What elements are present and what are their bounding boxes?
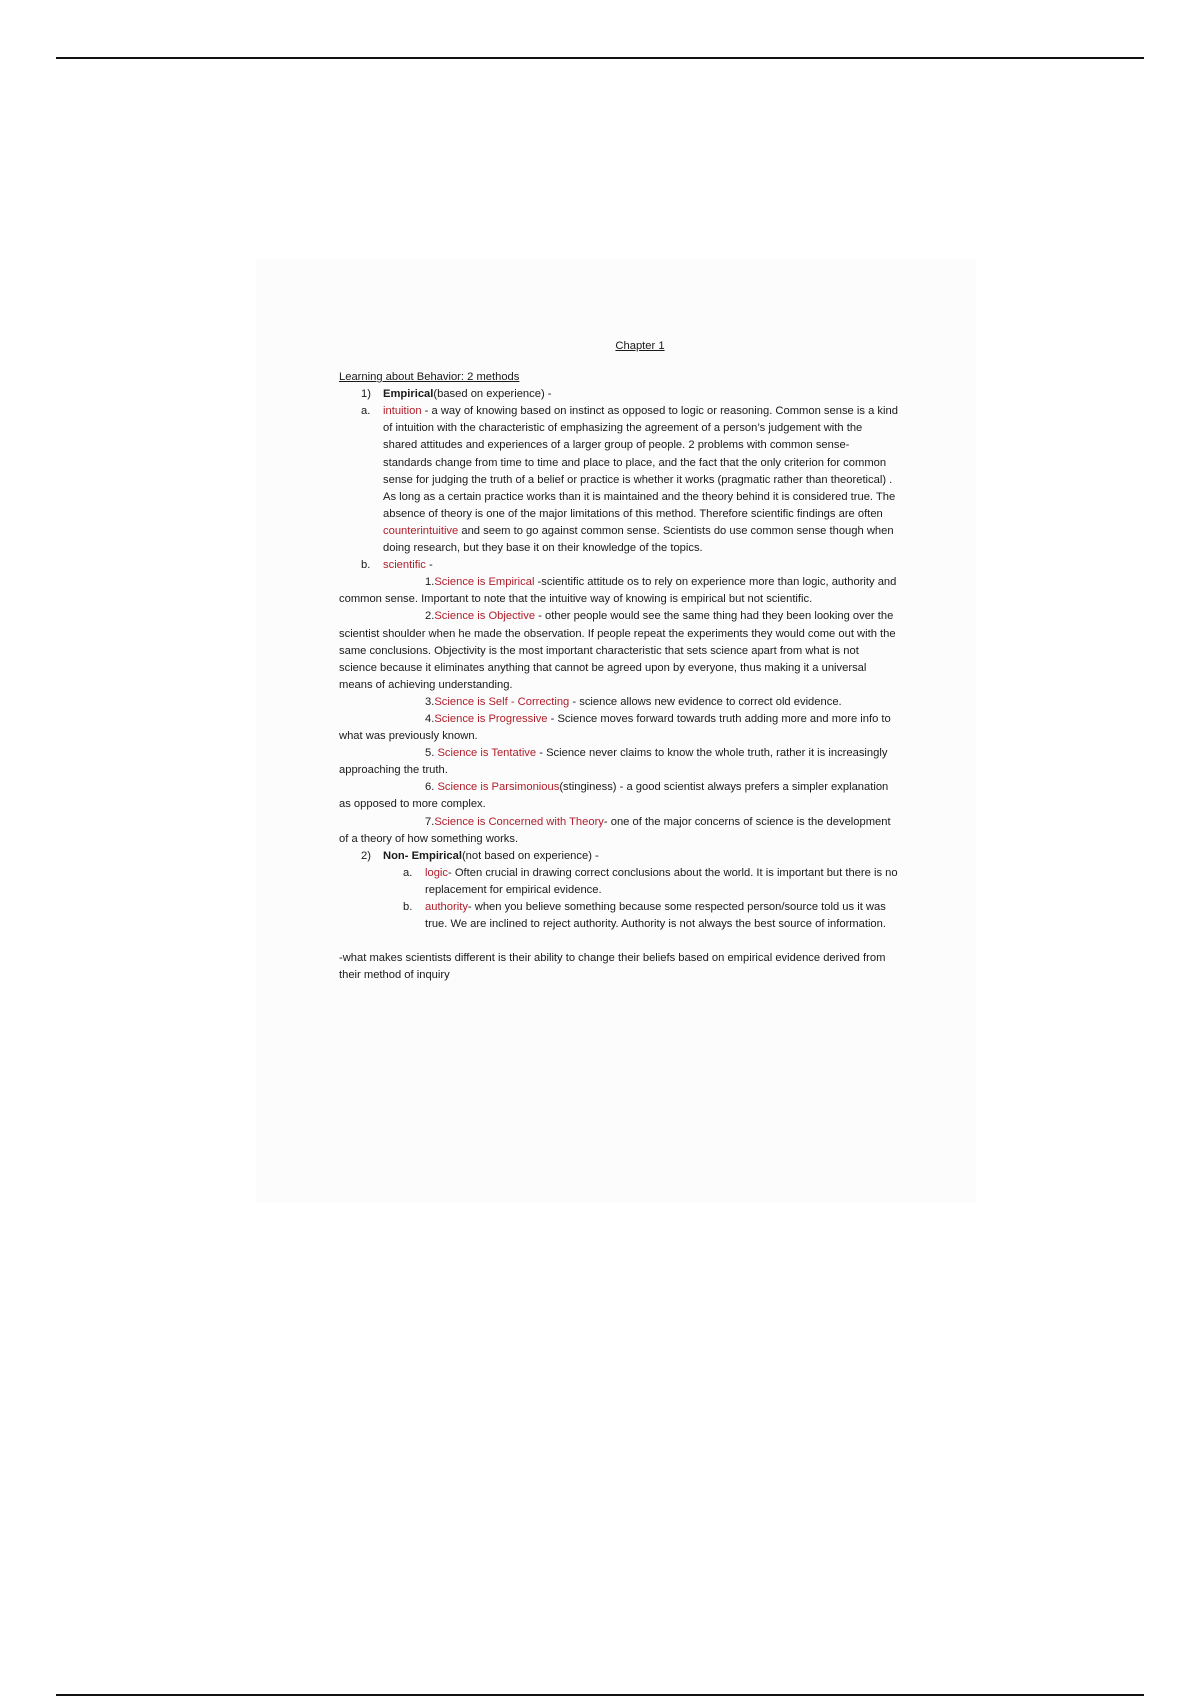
principle-term: Science is Empirical (434, 576, 535, 589)
numbered-paragraph (339, 574, 899, 608)
principle-term: Science is Tentative (437, 747, 537, 760)
logic-item (339, 865, 899, 899)
principle-term: Science is Progressive (434, 712, 548, 725)
intuition-text (383, 403, 899, 557)
intuition-term: intuition (383, 405, 422, 418)
logic-term: logic (425, 866, 449, 879)
section-heading: Learning about Behavior: 2 methods (339, 371, 520, 384)
bottom-rule (56, 1694, 1144, 1696)
principle-text: - other people would see the same thing had they been looking over the scientist shoulder when he made the observation. If people repeat the experiments they would come out with the same conclusions. Objectivity is the most important characteristic that sets science apart from what is not science because it eliminates anything that cannot be agreed upon by everyone, thus making it a universal means of achieving understanding. (339, 610, 896, 691)
numbered-paragraph (339, 694, 899, 711)
paragraph-number: 6. (425, 781, 438, 794)
document-body (339, 338, 899, 984)
closing-note: -what makes scientists different is their ability to change their beliefs based on empirical evidence derived from their method of inquiry (339, 952, 886, 982)
non-empirical-label: Non- Empirical (383, 849, 462, 862)
logic-text (425, 865, 899, 899)
scientific-text (383, 557, 899, 574)
empirical-rest: (based on experience) - (433, 388, 552, 401)
principle-term: Science is Self - Correcting (434, 695, 570, 708)
list-letter: b. (403, 901, 413, 913)
numbered-paragraph (339, 779, 899, 813)
scientific-item (339, 557, 899, 574)
non-empirical-text (383, 848, 899, 865)
logic-desc: - Often crucial in drawing correct conclusions about the world. It is important but there is no replacement for empirical evidence. (425, 866, 898, 896)
authority-desc: - when you believe something because some respected person/source told us it was true. We are inclined to reject authority. Authority is not always the best source of information. (425, 901, 886, 931)
paragraph-number: 7. (425, 815, 435, 828)
non-empirical-item (339, 848, 899, 865)
intuition-item (339, 403, 899, 557)
scientific-term: scientific (383, 559, 426, 572)
empirical-item (339, 386, 899, 403)
list-number: 1) (361, 388, 371, 401)
principle-term: Science is Parsimonious (437, 781, 560, 794)
principle-text: - Science moves forward towards truth adding more and more info to what was previously known. (339, 712, 891, 743)
section-heading-wrap (339, 369, 899, 386)
authority-text (425, 899, 899, 933)
principle-text: (stinginess) - a good scientist always prefers a simpler explanation as opposed to more complex. (339, 781, 889, 811)
list-letter: a. (361, 405, 371, 418)
top-rule (56, 57, 1144, 59)
paragraph-number: 3. (425, 695, 435, 708)
numbered-paragraph (339, 711, 899, 745)
paragraph-number: 2. (425, 610, 435, 623)
numbered-paragraph (339, 745, 899, 779)
intuition-desc-2: and seem to go against common sense. Scientists do use common sense though when doing research, but they base it on their knowledge of the topics. (383, 524, 894, 555)
principle-text: - Science never claims to know the whole truth, rather it is increasingly approaching the truth. (339, 747, 888, 777)
list-number: 2) (361, 849, 371, 862)
non-empirical-rest: (not based on experience) - (461, 849, 599, 862)
list-letter: b. (361, 559, 371, 572)
principle-term: Science is Objective (434, 610, 536, 623)
principle-text: - one of the major concerns of science is the development of a theory of how something works. (339, 815, 891, 845)
numbered-paragraph (339, 814, 899, 848)
principle-text: - science allows new evidence to correct old evidence. (569, 695, 842, 708)
principle-text: -scientific attitude os to rely on experience more than logic, authority and common sense. Important to note that the intuitive way of knowing is empirical but not scientific. (339, 576, 897, 606)
authority-term: authority (425, 901, 468, 913)
paragraph-number: 5. (425, 747, 438, 760)
page-title: Chapter 1 (615, 340, 665, 352)
list-letter: a. (403, 866, 413, 879)
authority-item (339, 899, 899, 933)
empirical-label: Empirical (383, 388, 434, 401)
scientific-rest: - (425, 559, 433, 572)
numbered-paragraph (339, 608, 899, 693)
paragraph-number: 4. (425, 712, 435, 725)
counterintuitive-term: counterintuitive (383, 524, 459, 537)
principle-term: Science is Concerned with Theory (434, 815, 604, 828)
paragraph-number: 1. (425, 576, 435, 589)
empirical-text (383, 386, 899, 403)
intuition-desc: - a way of knowing based on instinct as opposed to logic or reasoning. Common sense is a kind of intuition with the characteristic of emphasizing the agreement of a person’s judgement with the shared attitudes and experiences of a larger group of people. 2 problems with common sense- standards change from time to time and place to place, and the fact that the only criterion for common sense for judging the truth of a belief or practice is whether it works (pragmatic rather than theoretical) . As long as a certain practice works than it is maintained and the theory behind it is considered true. The absence of theory is one of the major limitations of this method. Therefore scientific findings are often (383, 405, 898, 520)
